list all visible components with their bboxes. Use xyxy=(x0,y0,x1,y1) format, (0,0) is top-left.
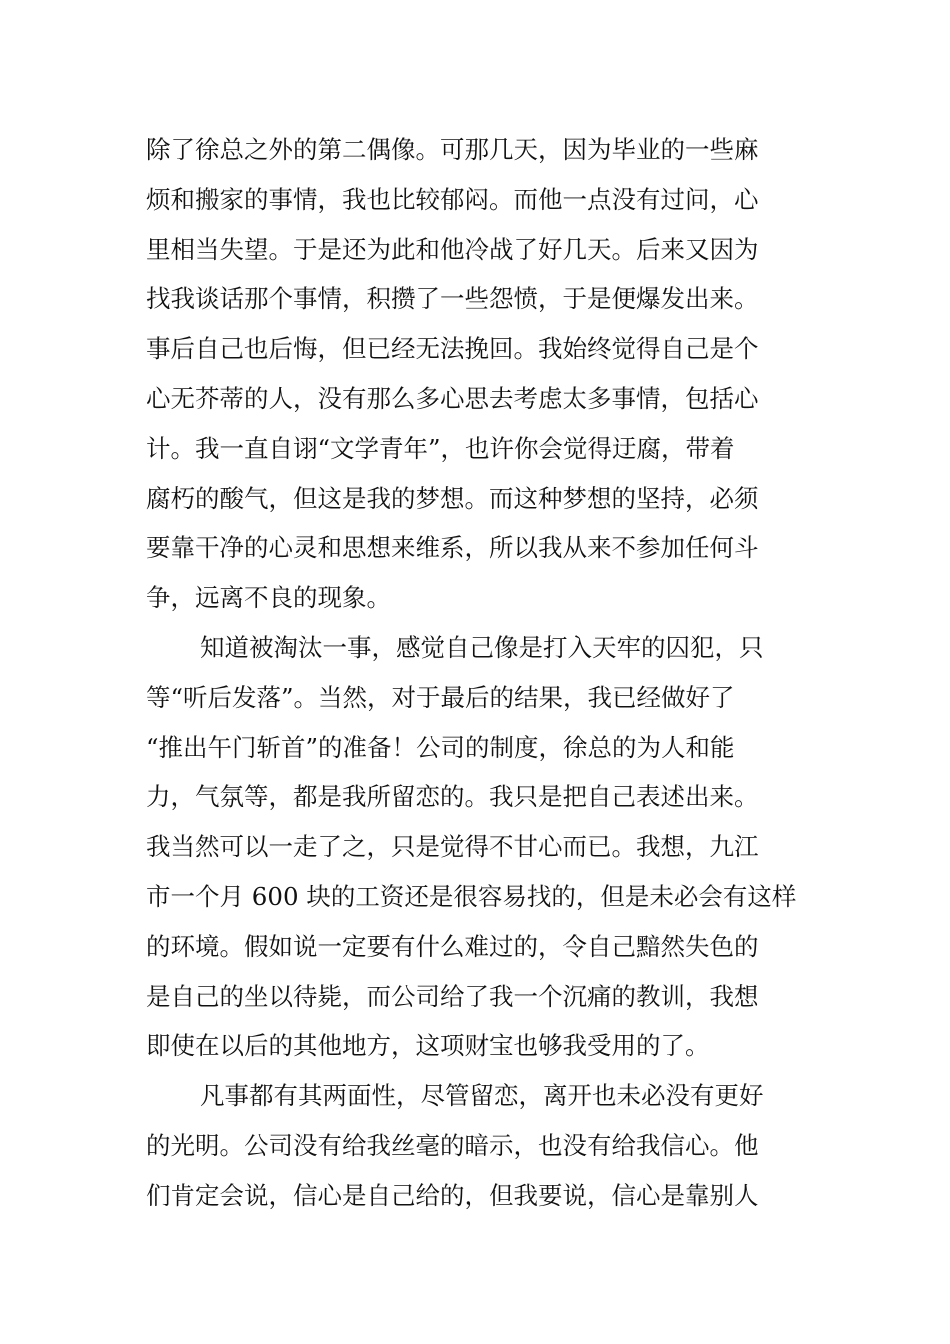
paragraph-first-line: 知道被淘汰一事，感觉自己像是打入天牢的囚犯，只 xyxy=(200,632,764,662)
text-line: 的环境。假如说一定要有什么难过的，令自己黯然失色的 xyxy=(146,931,759,961)
text-line: 计。我一直自诩“文学青年”，也许你会觉得迂腐，带着 xyxy=(146,433,735,463)
text-line: 市一个月 600 块的工资还是很容易找的，但是未必会有这样 xyxy=(146,881,797,911)
text-line: 里相当失望。于是还为此和他冷战了好几天。后来又因为 xyxy=(146,234,759,264)
body-text xyxy=(146,125,808,1221)
text-line: 力，气氛等，都是我所留恋的。我只是把自己表述出来。 xyxy=(146,782,759,812)
text-line: 是自己的坐以待毙，而公司给了我一个沉痛的教训，我想 xyxy=(146,981,759,1011)
text-line: 要靠干净的心灵和思想来维系，所以我从来不参加任何斗 xyxy=(146,533,759,563)
text-line: 我当然可以一走了之，只是觉得不甘心而已。我想，九江 xyxy=(146,832,759,862)
text-line: 等“听后发落”。当然，对于最后的结果，我已经做好了 xyxy=(146,682,735,712)
text-line: 们肯定会说，信心是自己给的，但我要说，信心是靠别人 xyxy=(146,1180,759,1210)
text-line: 争，远离不良的现象。 xyxy=(146,583,391,613)
text-line: 的光明。公司没有给我丝毫的暗示，也没有给我信心。他 xyxy=(146,1130,759,1160)
text-line: 腐朽的酸气，但这是我的梦想。而这种梦想的坚持，必须 xyxy=(146,483,759,513)
text-line: 事后自己也后悔，但已经无法挽回。我始终觉得自己是个 xyxy=(146,334,759,364)
text-line: 心无芥蒂的人，没有那么多心思去考虑太多事情，包括心 xyxy=(146,383,759,413)
text-line: 找我谈话那个事情，积攒了一些怨愤，于是便爆发出来。 xyxy=(146,284,759,314)
text-line: 即使在以后的其他地方，这项财宝也够我受用的了。 xyxy=(146,1031,710,1061)
text-line: “推出午门斩首”的准备！公司的制度，徐总的为人和能 xyxy=(146,732,735,762)
text-line: 烦和搬家的事情，我也比较郁闷。而他一点没有过问，心 xyxy=(146,184,759,214)
text-line: 除了徐总之外的第二偶像。可那几天，因为毕业的一些麻 xyxy=(146,135,759,164)
paragraph-first-line: 凡事都有其两面性，尽管留恋，离开也未必没有更好 xyxy=(200,1081,764,1111)
